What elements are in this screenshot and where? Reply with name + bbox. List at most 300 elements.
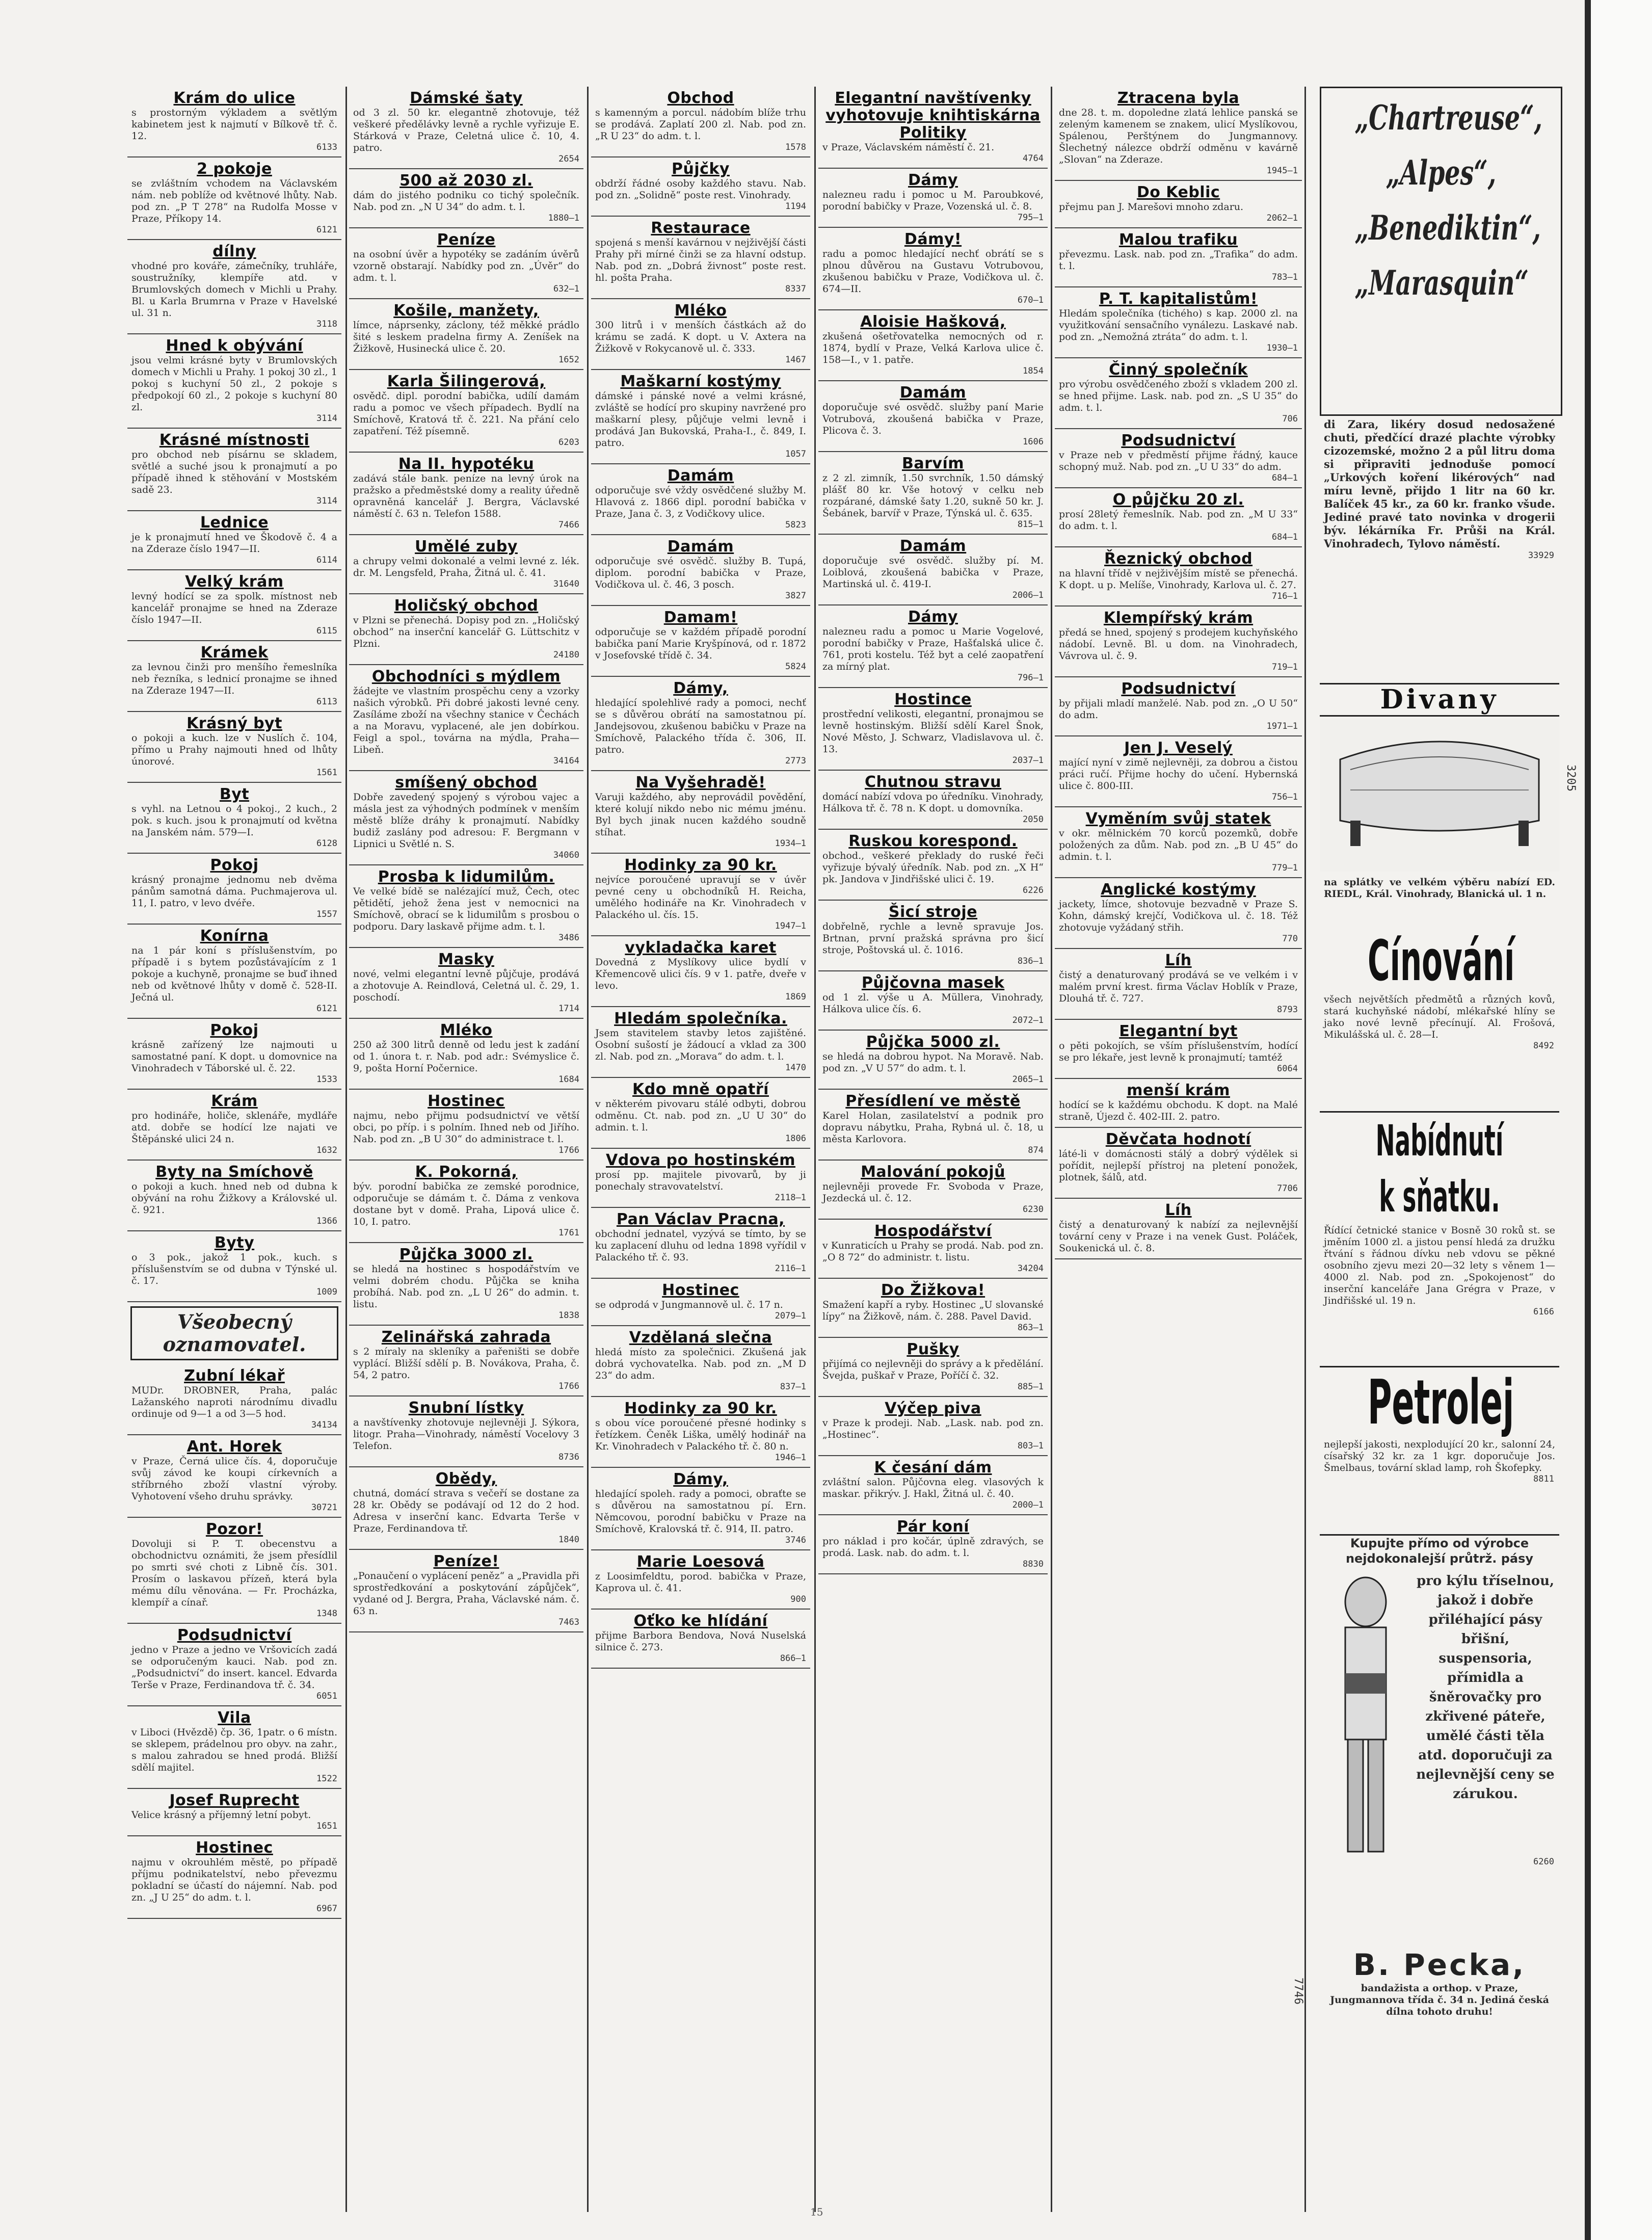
ad-number: 1578 [785,142,806,152]
ad-number: 33929 [1528,550,1554,561]
man-figure-icon [1320,1571,1411,1857]
ad-heading: Hostinec [428,1092,505,1110]
classified-ad [127,429,341,511]
column-rule [1051,87,1052,2212]
ad-heading: Marie Loesová [636,1553,765,1571]
ad-number: 1533 [316,1074,337,1085]
petrolej-title: Petrolej [1368,1367,1514,1438]
ad-heading: Pár koní [896,1518,970,1536]
ad-number: 3114 [316,496,337,506]
ad-heading: Hostince [894,691,972,708]
ad-body: s kamenným a porcul. nádobím blíže trhu se prodává. Zaplatí 200 zl. Nab. pod zn. „R U 23“ do adm. t. l. [595,107,806,142]
ad-heading: Kdo mně opatří [632,1081,769,1098]
ad-number: 6114 [316,555,337,565]
ad-heading: Damám [667,467,734,485]
ad-heading: Dámy, [673,679,728,697]
ad-heading: vykladačka karet [625,939,777,957]
ad-number: 34134 [311,1420,337,1430]
classified-ad [1055,607,1302,677]
ad-number: 2065—1 [1012,1074,1044,1085]
ad-body: se hledá na dobrou hypot. Na Moravě. Nab. pod zn. „V U 57“ do adm. t. l. [822,1051,1044,1074]
ad-number: 2050 [1023,814,1044,825]
ad-heading: Krám [211,1092,258,1110]
classified-ad [349,299,583,370]
ad-body: nalezneu radu i pomoc u M. Paroubkové, porodní babičky v Praze, Vozenská ul. č. 8. [822,189,1044,212]
classified-ad [127,1435,341,1518]
classified-ad [591,535,810,606]
classified-ad [591,1007,810,1078]
ad-heading: Mléko [674,302,727,320]
classified-ad [1055,1199,1302,1259]
classified-ad [591,1149,810,1208]
ad-number: 863—1 [1017,1323,1044,1333]
ad-number: 719—1 [1271,662,1298,672]
classified-ad [591,464,810,535]
classified-ad [1055,736,1302,807]
ad-number: 4764 [1023,153,1044,164]
ad-heading: Děvčata hodnotí [1105,1130,1251,1148]
ad-heading: Krám do ulice [173,89,296,107]
classified-ad [1055,1079,1302,1128]
ad-heading: menší krám [1127,1082,1230,1099]
benediktin-word: „Benediktin“, [1354,208,1541,248]
classified-ad [818,452,1048,535]
ad-number: 6230 [1023,1204,1044,1215]
chartreuse-word: „Chartreuse“, [1354,98,1542,138]
ad-number: 6113 [316,697,337,707]
ad-body: Smažení kapří a ryby. Hostinec „U slovanské lípy“ na Žižkově, nám. č. 288. Pavel David. [822,1299,1044,1322]
ad-number: 8337 [785,284,806,294]
column-rule [587,87,589,2212]
cinovani-title: Cínování [1368,928,1515,993]
classified-ad [127,641,341,712]
classified-ad [127,1624,341,1706]
ad-number: 2062—1 [1266,213,1298,223]
marriage-text: Řídící četnické stanice v Bosně 30 roků st. se jměním 1000 zl. a jistou pensí hledá za družku řtvání s řádnou dívku neb vdovu se pěkné osobního zjevu mezi 20—32 lety s věnem 1—4000 zl. Nab. pod zn. „Spokojenost“ do inserční kanceláře Jana Grégra v Praze, v Jindřišské ul. 19 n. [1324,1225,1555,1306]
ad-heading: Krásný byt [186,715,282,732]
ad-number: 6121 [316,1004,337,1014]
classified-ad [1055,677,1302,736]
ad-body: Dobře zavedený spojený s výrobou vajec a másla jest za výhodných podmínek v menším městě blíže dráhy k pronajmutí. Nabídky budiž zaslány pod adresou: F. Bergmann v Lipnici u Světlé n. S. [353,792,579,850]
classified-ad [1055,87,1302,181]
ad-heading: Holičský obchod [394,597,539,615]
classified-ad [349,665,583,771]
ad-body: Karel Holan, zasilatelství a podnik pro dopravu nábytku, Praha, Rybná ul. č. 18, u města Karlovora. [822,1110,1044,1145]
ad-body: o pokoji a kuch. lze v Nuslích č. 104, přímo u Prahy najmouti hned od lhůty únorové. [131,732,337,767]
classified-ad [591,87,810,157]
ad-body: nalezneu radu a pomoc u Marie Vogelové, porodní babičky v Praze, Hašťalská ulice č. 761, proti kostelu. Též byt a celé zaopatření za mírný plat. [822,626,1044,672]
ad-number: 5824 [785,662,806,672]
classified-ad [1055,1128,1302,1199]
ad-number: 1651 [316,1821,337,1831]
ad-heading: Řeznický obchod [1104,550,1253,568]
classified-ad [349,1243,583,1326]
classified-ad [818,605,1048,688]
ad-body: v některém pivovaru stálé odbyti, dobrou odměnu. Ct. nab. pod zn. „U U 30“ do admin. t. l. [595,1098,806,1133]
classified-ad [349,771,583,865]
classified-ad [127,1019,341,1090]
classified-ad [349,1161,583,1243]
ad-body: v Praze, Václavském náměstí č. 21. [822,142,995,153]
ad-number: 1934—1 [775,838,806,849]
classified-ad [127,1090,341,1161]
ad-number: 6128 [316,838,337,849]
ad-heading: Umělé zuby [415,538,518,556]
ad-body: na hlavní třídě v nejživějším místě se přenechá. K dopt. u p. Melíše, Vinohrady, Karlova ul. č. 27. [1059,568,1298,591]
ad-number: 1632 [316,1145,337,1155]
ad-body: Jsem stavitelem stavby letos zajištěné. Osobní sušostí je žádoucí a vklad za 300 zl. Nab. pod zn. „Morava“ do adm. t. l. [595,1027,806,1062]
ad-body: hledající spoleh. rady a pomoci, obraťte se s důvěrou na samostatnou pí. Ern. Němcovou, porodní babičku v Praze na Smíchově, Kralovská tř. č. 914, II. patro. [595,1488,806,1535]
ad-number: 796—1 [1017,673,1044,683]
classified-ad [127,925,341,1019]
ad-number: 1009 [316,1287,337,1297]
ad-heading: Půjčka 5000 zl. [866,1033,1000,1051]
ad-body: pro náklad i pro kočár, úplně zdravých, se prodá. Lask. nab. do adm. t. l. [822,1536,1044,1559]
ad-number: 779—1 [1271,863,1298,873]
ad-body: s prostorným výkladem a světlým kabinetem jest k najmutí v Bílkově tř. č. 12. [131,107,337,142]
ad-heading: Damam! [663,609,738,626]
ad-heading: Jen J. Veselý [1124,739,1233,757]
classified-ad [349,453,583,535]
ad-heading: Peníze [437,231,496,249]
ad-body: spojená s menší kavárnou v nejživější části Prahy při mírné činži se za hlavní odstup. Nab. pod zn. „Dobrá živnost“ poste rest. hl. pošta Praha. [595,237,806,283]
ad-body: obchod., veškeré překlady do ruské řeči vyřizuje bývalý úředník. Nab. pod zn. „X H“ pk. Jandova v Jindřišské ulici č. 19. [822,850,1044,885]
ad-heading: 500 až 2030 zl. [399,172,533,190]
ad-number: 1838 [558,1310,579,1321]
ad-number: 1522 [316,1774,337,1784]
ad-heading: Chutnou stravu [865,773,1001,791]
margin-number: 3205 [1564,765,1577,792]
chartreuse-text: di Zara, likéry dosud nedosažené chuti, předčící drazé plachte výrobky cizozemské, možno 2 a půl litru doma si připraviti jednoduše pomocí „Urkových koření likérových“ nad míru levně, přijdo 1 litr na 60 kr. Balíček 45 kr., za 60 kr. franko všude. Jediné pravé tato novinka v drogerii býv. lékárníka Fr. Průši na Král. Vinohradech, Tylovo náměstí. [1324,418,1555,550]
ad-body: za levnou činži pro menšího řemeslníka neb řezníka, s lednicí pronajme se ihned na Zderaze 1947—II. [131,662,337,696]
ad-body: z Loosimfeldtu, porod. babička v Praze, Kaprova ul. č. 41. [595,1571,806,1594]
alpes-word: „Alpes“, [1385,153,1497,193]
chartreuse-ad-box [1320,87,1562,416]
ad-body: prosí 28letý řemeslník. Nab. pod zn. „M U 33“ do adm. t. l. [1059,509,1298,532]
ad-heading: Ant. Horek [186,1438,282,1456]
ad-number: 6203 [558,437,579,447]
ad-body: s 2 míraly na skleníky a pařeništi se dobře vyplácí. Bližší sdělí p. B. Novákova, Praha, č. 54, 2 patro. [353,1346,579,1381]
ad-heading: Dámy, [673,1470,728,1488]
ad-heading: Ztracena byla [1117,89,1240,107]
ad-heading: Konírna [200,927,269,945]
ad-number: 803—1 [1017,1441,1044,1451]
ad-body: chutná, domácí strava s večeří se dostane za 28 kr. Obědy se podávají od 12 do 2 hod. Adresa v inserční kanc. Edvarta Terše v Praze, Ferdinandova tř. [353,1488,579,1534]
classified-ad [1055,287,1302,358]
marriage-ad [1320,1111,1559,1317]
classified-ad [591,606,810,677]
ad-heading: Podsudnictví [177,1626,292,1644]
marriage-title: Nabídnutí k sňatku. [1375,1116,1504,1222]
ad-heading: Podsudnictví [1121,680,1236,698]
ad-number: 2037—1 [1012,755,1044,766]
classified-ad [1055,949,1302,1020]
ad-number: 6166 [1533,1307,1554,1317]
classified-ad [591,1279,810,1326]
ad-number: 3114 [316,413,337,424]
ad-number: 1684 [558,1074,579,1085]
ad-number: 1606 [1023,437,1044,447]
classified-ad [591,1550,810,1610]
ad-heading: Ruskou korespond. [848,832,1018,850]
classified-ad [591,1397,810,1468]
ad-heading: Vdova po hostinském [606,1151,795,1169]
ad-heading: Prosba k lidumilům. [378,868,555,886]
classified-ad [349,594,583,665]
ad-heading: Do Žižkova! [881,1281,985,1299]
ad-heading: Elegantní navštívenky vyhotovuje knihtiskárna Politiky [825,89,1041,142]
ad-body: se zvláštním vchodem na Václavském nám. neb poblíže od květnové lhůty. Nab. pod zn. „P T 278“ na Rudolfa Mosse v Praze, Příkopy 14. [131,178,337,224]
ad-number: 684—1 [1271,532,1298,542]
truss-text: pro kýlu tříselnou, jakož i dobře přiléhající pásy břišní, suspensoria, přímidla a šněrovačky pro zkřivené páteře, umělé části těla atd. doporučuji za nejlevnější ceny se zárukou. [1416,1573,1555,1802]
petrolej-ad [1320,1366,1559,1484]
ad-body: dobřelně, rychle a levně spravuje Jos. Brtnan, první pražská správna pro šicí stroje, Poštovská ul. č. 1016. [822,921,1044,956]
ad-number: 6967 [316,1904,337,1914]
ad-body: se hledá na hostinec s hospodářstvím ve velmi dobrém chodu. Půjčka se kniha probíhá. Nab. pod zn. „L U 26“ do admin. t. listu. [353,1263,579,1310]
ad-heading: P. T. kapitalistům! [1099,290,1258,308]
ad-number: 815—1 [1017,519,1044,530]
marasquin-word: „Marasquin“ [1354,263,1529,303]
ad-body: přijme Barbora Bendova, Nová Nuselská silnice č. 273. [595,1630,806,1653]
right-margin [1591,0,1652,2240]
ad-number: 632—1 [553,284,579,294]
ad-body: jedno v Praze a jedno ve Vršovicích zadá se odporučeným kauci. Nab. pod zn. „Podsudnictví“ do insert. kancel. Edvarda Terše v Praze, Ferdinandova tř. č. 34. [131,1644,337,1691]
ad-heading: Anglické kostýmy [1101,881,1256,899]
ad-body: a chrupy velmi dokonalé a velmi levné z. lék. dr. M. Lengsfeld, Praha, Žitná ul. č. 41. [353,556,579,578]
ad-number: 1840 [558,1535,579,1545]
ad-heading: Hledám společníka. [614,1010,787,1027]
classified-ad [127,1161,341,1231]
ad-body: hledá místo za společnici. Zkušená jak dobrá vychovatelka. Nab. pod zn. „M D 23“ do adm. [595,1347,806,1381]
ad-number: 3486 [558,933,579,943]
classified-ad [818,1515,1048,1574]
ad-body: najmu, nebo přijmu podsudnictví ve větší obci, po příp. i s polním. Ihned neb od Jiřího. Nab. pod zn. „B U 30“ do administrace t. l. [353,1110,579,1145]
classified-ad [818,1220,1048,1279]
ad-number: 1806 [785,1134,806,1144]
sofa-icon [1320,719,1559,872]
ad-heading: Přesídlení ve městě [845,1092,1021,1110]
ad-number: 836—1 [1017,956,1044,966]
divany-banner [1320,683,1559,717]
classified-ad [818,1338,1048,1397]
classified-ad [1055,547,1302,607]
ad-number: 8736 [558,1452,579,1462]
ad-number: 24180 [553,650,579,660]
classified-ad [1055,488,1302,547]
ad-body: v Plzni se přenechá. Dopisy pod zn. „Holičský obchod“ na inserční kancelář G. Lüttschitz v Plzni. [353,615,579,649]
ad-heading: dílny [212,243,256,260]
classified-ad [818,381,1048,452]
classified-ad [818,87,1048,169]
ad-number: 3827 [785,591,806,601]
cinovani-text: všech největších předmětů a různých kovů, stará kuchyňské nádobí, mlékařské hlíny se jako nové levně přecínují. Al. Frošová, Mikulášská ul. č. 28—I. [1324,994,1555,1040]
classified-ad [127,712,341,783]
ad-heading: smíšený obchod [395,774,538,792]
ad-body: odporučuje své vždy osvědčené služby M. Hlavová z. 1866 dipl. porodní babička v Praze, Jana č. 3, z Vodičkovy ulice. [595,485,806,519]
ad-heading: Hostinec [196,1839,273,1857]
classified-ad [127,157,341,240]
ad-heading: Elegantní byt [1119,1022,1238,1040]
ad-body: zadává stále bank. peníze na levný úrok na pražsko a předměstské domy a reality úředně opravněná kancelář J. Bergra, Václavské náměstí č. 63 n. Telefon 1588. [353,473,579,519]
ad-column-3 [591,87,810,2222]
ad-number: 684—1 [1271,473,1298,483]
classified-ad [591,771,810,854]
ad-heading: Dámy! [904,230,962,248]
ad-heading: Byty na Smíchově [155,1163,313,1181]
ad-body: od 3 zl. 50 kr. elegantně zhotovuje, též veškeré předělávky levně a rychle vyřizuje E. Stárková v Praze, Celetná ulice č. 10, 4. patro. [353,107,579,153]
ad-number: 756—1 [1271,792,1298,802]
pecka-ad [1320,1947,1559,2018]
ad-heading: Damám [667,538,734,556]
ad-body: odporučuje své osvědč. služby B. Tupá, diplom. porodní babička v Praze, Vodičkova ul. č. 46, 3 posch. [595,556,806,590]
ad-number: 7466 [558,520,579,530]
ad-body: v okr. mělnickém 70 korců pozemků, dobře položených za dům. Nab. pod zn. „B U 45“ do admin. t. l. [1059,828,1298,862]
ad-heading: Vila [218,1709,251,1727]
pecka-title: B. Pecka, [1353,1947,1526,1982]
ad-number: 2072—1 [1012,1015,1044,1025]
ad-body: prostřední velikosti, elegantní, pronajmou se levně hostinským. Bližší sdělí Karel Šnok, Nové Město, J. Schwarz, Vladislavova ul. č. 13. [822,708,1044,755]
ad-number: 1766 [558,1381,579,1391]
ad-body: obdrží řádné osoby každého stavu. Nab. pod zn. „Solidně“ poste rest. Vinohrady. [595,178,806,201]
ad-number: 783—1 [1271,272,1298,282]
ad-heading: Restaurace [651,219,751,237]
ad-number: 8830 [1023,1559,1044,1569]
classified-ad [127,1836,341,1919]
ad-heading: Košile, manžety, [393,302,539,320]
ad-number: 706 [1282,414,1298,424]
ad-number: 1947—1 [775,921,806,931]
ad-number: 1869 [785,992,806,1002]
ad-number: 1366 [316,1216,337,1226]
ad-heading: K česání dám [874,1459,992,1477]
ad-number: 866—1 [780,1653,806,1664]
classified-ad [349,1326,583,1396]
ad-heading: Malování pokojů [861,1163,1005,1181]
ad-heading: Karla Šilingerová, [387,373,546,390]
ad-body: by přijali mladí manželé. Nab. pod zn. „O U 50“ do adm. [1059,698,1298,721]
classified-ad [1055,1020,1302,1079]
pecka-text: bandažista a orthop. v Praze, Jungmannova třída č. 34 n. Jediná česká dílna tohoto druhu! [1330,1983,1549,2017]
classified-ad [127,783,341,854]
divany-title: Divany [1380,684,1499,715]
ad-body: odporučuje se v každém případě porodní babička paní Marie Kryšpínová, od r. 1872 v Josefovské třídě č. 34. [595,626,806,661]
ad-number: 670—1 [1017,295,1044,305]
ad-heading: Hospodářství [874,1222,992,1240]
ad-heading: Obchod [667,89,734,107]
ad-heading: Na II. hypotéku [398,455,535,473]
ad-number: 1467 [785,355,806,365]
classified-ad [349,535,583,594]
ad-body: límce, náprsenky, záclony, též měkké prádlo šité s leskem pradelna firmy A. Zeníšek na Žižkově, Husinecká ulice č. 20. [353,320,579,354]
classified-ad [1055,358,1302,429]
ad-heading: Obchodníci s mýdlem [371,668,561,686]
ad-body: Hledám společníka (tichého) s kap. 2000 zl. na využitkování sensačního vynálezu. Laskavé nab. pod zn. „Nemožná ztráta“ do adm. t. l. [1059,308,1298,342]
ad-heading: Lednice [200,514,269,532]
classified-ad [349,1396,583,1467]
ad-body: pro obchod neb písárnu se skladem, světlé a suché jsou k pronajmutí a po případě ihned k stěhování v Mostském sadě 23. [131,449,337,495]
ad-heading: Pokoj [210,1021,259,1039]
ad-number: 2116—1 [775,1263,806,1274]
ad-body: nové, velmi elegantní levně půjčuje, prodává a zhotovuje A. Reindlová, Celetná ul. č. 29, 1. poschodí. [353,968,579,1003]
ad-body: „Ponaučení o vyplácení peněz“ a „Pravidla při sprostředkování a poskytování zápůjček“, vydané od J. Bergra, Praha, Václavské nám. č. 63 n. [353,1570,579,1617]
ad-number: 1945—1 [1266,166,1298,176]
ad-number: 2000—1 [1012,1500,1044,1510]
ad-heading: Peníze! [433,1552,499,1570]
ad-number: 34060 [553,850,579,860]
ad-heading: Dámy [908,171,958,189]
classified-ad [818,830,1048,901]
truss-ad [1320,1534,1559,1867]
ad-body: nejlevněji provede Fr. Svoboda v Praze, Jezdecká ul. č. 12. [822,1181,1044,1204]
classified-ad [818,771,1048,830]
ad-heading: Půjčky [672,160,730,178]
general-advertiser-box: Všeobecný oznamovatel. [130,1306,338,1360]
ad-number: 1714 [558,1004,579,1014]
ad-body: doporučuje své osvědč. služby paní Marie Votrubová, zkoušená babička v Praze, Plicova č. 3. [822,402,1044,436]
ad-body: zkušená ošetřovatelka nemocných od r. 1874, bydlí v Praze, Velká Karlova ulice č. 158—I., v 1. patře. [822,331,1044,365]
classified-ad [591,370,810,464]
ad-column-2 [349,87,583,2222]
ad-body: 300 litrů i v menších částkách až do krámu se zadá. K dopt. u V. Axtera na Žižkově v Rokycanově ul. č. 333. [595,320,806,354]
ad-heading: Pan Václav Pracna, [616,1210,785,1228]
ad-number: 31640 [553,579,579,589]
page-number: 15 [810,2206,823,2218]
ad-number: 8793 [1277,1005,1298,1015]
ad-heading: Zelinářská zahrada [381,1328,551,1346]
ad-number: 1194 [785,201,806,212]
ad-heading: Hodinky za 90 kr. [624,1400,777,1417]
truss-header: Kupujte přímo od výrobce nejdokonalejší průtrž. pásy [1345,1536,1534,1566]
ad-heading: Vyměním svůj statek [1085,810,1271,828]
ad-heading: Do Keblic [1136,183,1220,201]
ad-heading: Maškarní kostýmy [620,373,781,390]
divany-text: na splátky ve velkém výběru nabízí ED. RIEDL, Král. Vinohrady, Blanická ul. 1 n. [1324,877,1555,900]
ad-body: v Kunraticích u Prahy se prodá. Nab. pod zn. „O 8 72“ do administr. t. listu. [822,1240,1044,1263]
classified-ad [591,677,810,771]
ad-body: v Praze, Černá ulice čís. 4, doporučuje svůj závod ke koupi církevních a stříbrného zboží vlastní výroby. Vyhotovení všeho druhu správky. [131,1456,337,1502]
ad-heading: Byty [214,1234,255,1252]
ad-heading: Hned k obývání [166,337,303,355]
ad-heading: Masky [438,951,494,968]
classified-ad [818,535,1048,605]
ad-body: s vyhl. na Letnou o 4 pokoj., 2 kuch., 2 pok. s kuch. jsou k pronajmutí od května na Janském nám. 579—I. [131,803,337,838]
classified-ad [127,511,341,570]
classified-ad [127,570,341,641]
classified-ad [818,1279,1048,1338]
ad-body: mající nyní v zimě nejlevněji, za dobrou a čistou práci ručí. Přijme hochy do učení. Hybernská ulice č. 800-III. [1059,757,1298,792]
column-rule [345,87,347,2212]
ad-body: dámské i pánské nové a velmi krásné, zvláště se hodící pro skupiny navržené pro maškarní plesy, půjčuje velmi levně i prodává Jan Bukovská, Praha-I., č. 849, I. patro. [595,390,806,449]
classified-ad [349,1019,583,1090]
ad-body: 250 až 300 litrů denně od ledu jest k zadání od 1. února t. r. Nab. pod adr.: Svémyslice č. 9, pošta Horní Počernice. [353,1039,579,1074]
classified-ad [127,854,341,925]
ad-body: předá se hned, spojený s prodejem kuchyňského nádobí. Levně. Bl. u dom. na Vinohradech, Vávrova ul. č. 9. [1059,627,1298,662]
classified-ad [818,310,1048,381]
ad-number: 34164 [553,756,579,766]
ad-heading: Půjčovna masek [861,974,1005,992]
ad-number: 8492 [1533,1041,1554,1051]
ad-body: o 3 pok., jakož 1 pok., kuch. s příslušenstvím se od dubna v Týnské ul. č. 17. [131,1252,337,1286]
ad-body: přejmu pan J. Marešovi mnoho zdaru. [1059,201,1244,213]
classified-ad [349,948,583,1019]
ad-body: Velice krásný a příjemný letní pobyt. [131,1809,311,1821]
ad-number: 1766 [558,1145,579,1155]
classified-ad [1055,807,1302,878]
ad-heading: Líh [1165,952,1192,969]
classified-ad [591,217,810,299]
classified-ad [818,1397,1048,1456]
ad-body: najmu v okrouhlém městě, po případě příjmu podnikatelství, nebo převezmu pokladní se účastí do nájemní. Nab. pod zn. „J U 25“ do adm. t. l. [131,1857,337,1903]
